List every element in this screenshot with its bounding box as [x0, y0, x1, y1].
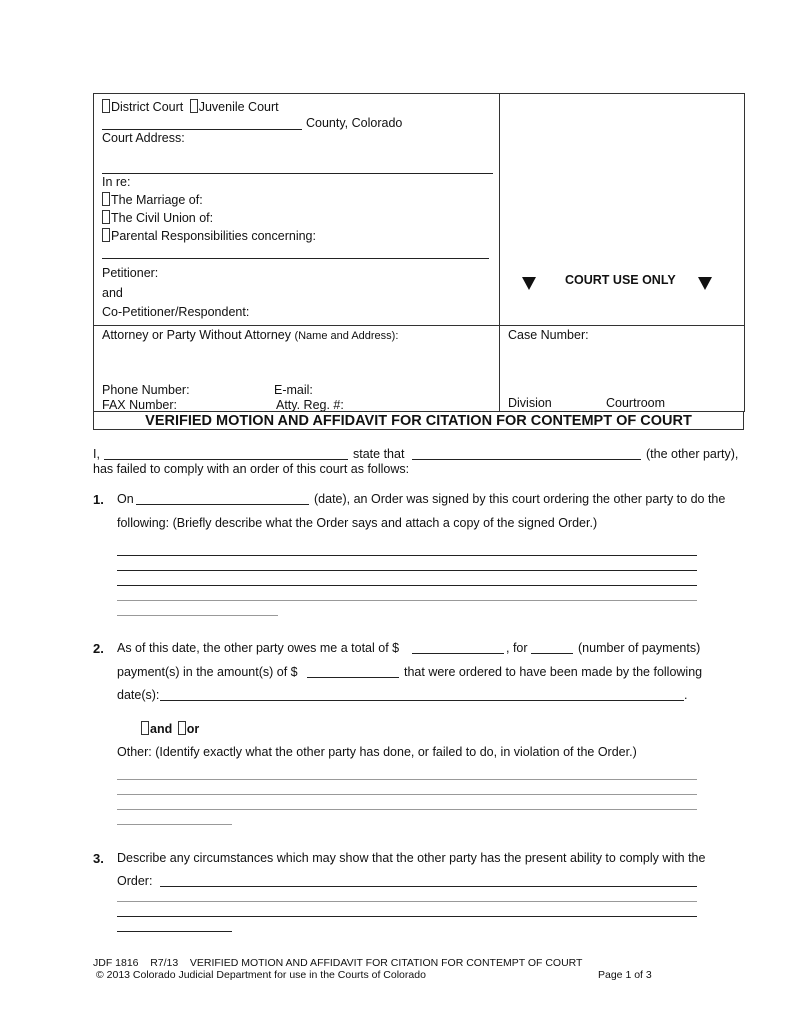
civil-union-checkbox[interactable] — [102, 210, 110, 224]
other-party-name-field[interactable] — [412, 459, 641, 460]
arrow-down-icon — [522, 277, 536, 290]
parental-row — [102, 228, 316, 243]
county-label: County, Colorado — [306, 116, 403, 130]
item-2-other: Other: (Identify exactly what the other party has done, or failed to do, in violation of the Order.) — [117, 745, 637, 759]
intro-i: I, — [93, 447, 100, 461]
intro-other-party: (the other party), — [646, 447, 739, 461]
court-use-only-label: COURT USE ONLY — [565, 273, 676, 287]
case-number-label: Case Number: — [508, 328, 589, 342]
payment-dates-field[interactable] — [160, 700, 684, 701]
order-description-line[interactable] — [117, 555, 697, 556]
civil-union-label: The Civil Union of: — [111, 211, 214, 225]
parental-label: Parental Responsibilities concerning: — [111, 229, 316, 243]
co-petitioner-label: Co-Petitioner/Respondent: — [102, 305, 250, 319]
total-owed-field[interactable] — [412, 653, 504, 654]
item-1-on: On — [117, 492, 134, 506]
item-2-line1c: (number of payments) — [578, 641, 701, 655]
ability-to-comply-line[interactable] — [160, 886, 697, 887]
and-or-row — [141, 721, 199, 736]
juvenile-court-checkbox[interactable] — [190, 99, 198, 113]
ability-to-comply-line[interactable] — [117, 916, 697, 917]
document-title: VERIFIED MOTION AND AFFIDAVIT FOR CITATION FOR CONTEMPT OF COURT — [93, 411, 744, 430]
order-description-line[interactable] — [117, 600, 697, 601]
footer-copyright: © 2013 Colorado Judicial Department for use in the Courts of Colorado — [96, 969, 426, 981]
item-3-number: 3. — [93, 851, 104, 866]
phone-label: Phone Number: — [102, 383, 190, 397]
court-address-label: Court Address: — [102, 131, 185, 145]
item-1-date-text: (date), an Order was signed by this court ordering the other party to do the — [314, 492, 726, 506]
attorney-label-small: (Name and Address): — [294, 330, 399, 342]
other-violation-line[interactable] — [117, 809, 697, 810]
item-2-number: 2. — [93, 641, 104, 656]
item-3-text: Describe any circumstances which may show that the other party has the present ability to comply with the — [117, 851, 706, 865]
and-checkbox[interactable] — [141, 721, 149, 735]
district-court-checkbox[interactable] — [102, 99, 110, 113]
intro-failed: has failed to comply with an order of this court as follows: — [93, 462, 410, 476]
parties-name-field[interactable] — [102, 258, 489, 259]
order-description-line[interactable] — [117, 615, 278, 616]
division-label: Division — [508, 396, 552, 410]
ability-to-comply-line[interactable] — [117, 931, 232, 932]
atty-reg-label: Atty. Reg. #: — [276, 398, 344, 412]
juvenile-court-label: Juvenile Court — [198, 100, 279, 114]
other-violation-line[interactable] — [117, 794, 697, 795]
email-label: E-mail: — [274, 383, 313, 397]
other-violation-line[interactable] — [117, 779, 697, 780]
and-label: and — [102, 286, 123, 300]
or-checkbox[interactable] — [178, 721, 186, 735]
marriage-row — [102, 192, 203, 207]
attorney-label-text: Attorney or Party Without Attorney — [102, 328, 295, 342]
court-address-field[interactable] — [102, 173, 493, 174]
other-violation-line[interactable] — [117, 824, 232, 825]
marriage-label: The Marriage of: — [111, 193, 203, 207]
order-date-field[interactable] — [136, 504, 309, 505]
number-of-payments-field[interactable] — [531, 653, 573, 654]
attorney-label — [102, 328, 398, 342]
and-label: and — [150, 722, 173, 736]
item-3-order: Order: — [117, 874, 153, 888]
county-field[interactable] — [102, 129, 302, 130]
item-2-line3: date(s): — [117, 688, 160, 702]
item-1-number: 1. — [93, 492, 104, 507]
affiant-name-field[interactable] — [104, 459, 348, 460]
item-1-following: following: (Briefly describe what the Order says and attach a copy of the signed Order.) — [117, 516, 598, 530]
fax-label: FAX Number: — [102, 398, 178, 412]
footer-form-id: JDF 1816 R7/13 VERIFIED MOTION AND AFFIDAVIT FOR CITATION FOR CONTEMPT OF COURT — [93, 957, 583, 969]
marriage-checkbox[interactable] — [102, 192, 110, 206]
intro-state-that: state that — [353, 447, 405, 461]
ability-to-comply-line[interactable] — [117, 901, 697, 902]
payment-amount-field[interactable] — [307, 677, 399, 678]
item-2-line1a: As of this date, the other party owes me a total of $ — [117, 641, 400, 655]
caption-divider — [499, 93, 500, 411]
in-re-label: In re: — [102, 175, 131, 189]
district-court-label: District Court — [111, 100, 184, 114]
court-type-row — [102, 99, 279, 114]
parental-checkbox[interactable] — [102, 228, 110, 242]
courtroom-label: Courtroom — [606, 396, 666, 410]
caption-box — [93, 93, 745, 412]
order-description-line[interactable] — [117, 570, 697, 571]
attorney-section-divider — [93, 325, 745, 326]
or-label: or — [186, 722, 200, 736]
item-2-line2a: payment(s) in the amount(s) of $ — [117, 665, 298, 679]
item-2-line3-end: . — [684, 688, 688, 702]
item-2-line1b: , for — [506, 641, 528, 655]
civil-union-row — [102, 210, 213, 225]
arrow-down-icon — [698, 277, 712, 290]
order-description-line[interactable] — [117, 585, 697, 586]
petitioner-label: Petitioner: — [102, 266, 159, 280]
item-2-line2b: that were ordered to have been made by the following — [404, 665, 703, 679]
footer-page-number: Page 1 of 3 — [598, 969, 652, 981]
